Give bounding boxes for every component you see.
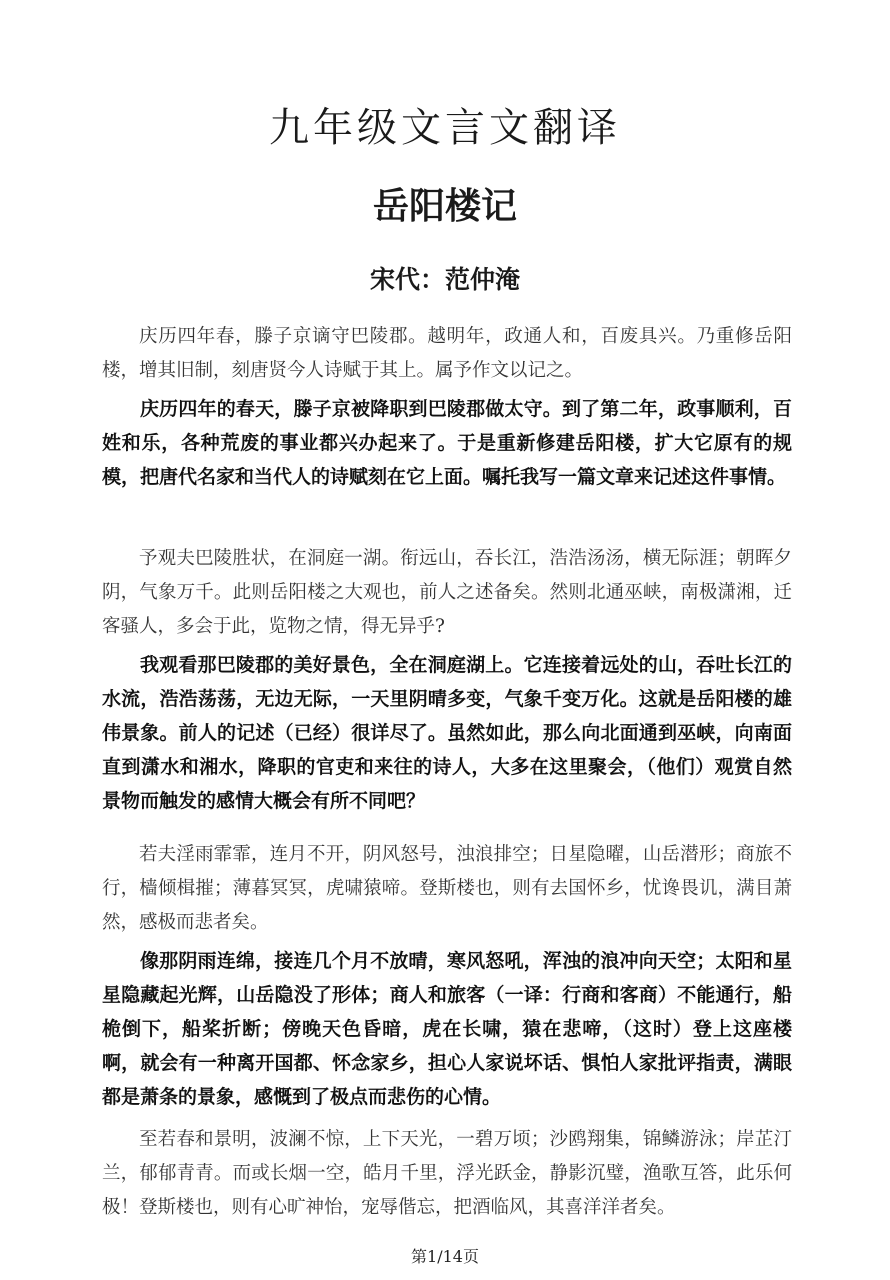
essay-title: 岳阳楼记 bbox=[372, 186, 517, 227]
translation-text: 庆历四年的春天，滕子京被降职到巴陵郡做太守。到了第二年，政事顺利，百姓和乐，各种荒废的事业都兴办起来了。于是重新修建岳阳楼，扩大它原有的规模，把唐代名家和当代人的诗赋刻在它上面。嘱托我写一篇文章来记述这件事情。 bbox=[102, 398, 792, 488]
section-4 bbox=[102, 1123, 792, 1225]
author-line: 宋代：范仲淹 bbox=[369, 265, 520, 294]
section-1 bbox=[102, 320, 792, 494]
original-text: 至若春和景明，波澜不惊，上下天光，一碧万顷；沙鸥翔集，锦鳞游泳；岸芷汀兰，郁郁青青。而或长烟一空，皓月千里，浮光跃金，静影沉璧，渔歌互答，此乐何极！登斯楼也，则有心旷神怡，宠辱偕忘，把酒临风，其喜洋洋者矣。 bbox=[102, 1129, 792, 1218]
translation-text: 像那阴雨连绵，接连几个月不放晴，寒风怒吼，浑浊的浪冲向天空；太阳和星星隐藏起光辉，山岳隐没了形体；商人和旅客（一译：行商和客商）不能通行，船桅倒下，船桨折断；傍晚天色昏暗，虎在长啸，猿在悲啼，（这时）登上这座楼啊，就会有一种离开国都、怀念家乡，担心人家说坏话、惧怕人家批评指责，满眼都是萧条的景象，感慨到了极点而悲伤的心情。 bbox=[102, 950, 792, 1108]
original-text: 若夫淫雨霏霏，连月不开，阴风怒号，浊浪排空；日星隐曜，山岳潜形；商旅不行，樯倾楫摧；薄暮冥冥，虎啸猿啼。登斯楼也，则有去国怀乡，忧谗畏讥，满目萧然，感极而悲者矣。 bbox=[102, 844, 792, 933]
section-2 bbox=[102, 542, 792, 818]
original-text: 予观夫巴陵胜状，在洞庭一湖。衔远山，吞长江，浩浩汤汤，横无际涯；朝晖夕阴，气象万千。此则岳阳楼之大观也，前人之述备矣。然则北通巫峡，南极潇湘，迁客骚人，多会于此，览物之情，得无异乎? bbox=[102, 548, 792, 637]
page-number: 第1/14页 bbox=[411, 1247, 479, 1266]
translation-text: 我观看那巴陵郡的美好景色，全在洞庭湖上。它连接着远处的山，吞吐长江的水流，浩浩荡荡，无边无际，一天里阴晴多变，气象千变万化。这就是岳阳楼的雄伟景象。前人的记述（已经）很详尽了。虽然如此，那么向北面通到巫峡，向南面直到潇水和湘水，降职的官吏和来往的诗人，大多在这里聚会，（他们）观赏自然景物而触发的感情大概会有所不同吧？ bbox=[102, 654, 792, 812]
original-text: 庆历四年春，滕子京谪守巴陵郡。越明年，政通人和，百废具兴。乃重修岳阳楼，增其旧制，刻唐贤今人诗赋于其上。属予作文以记之。 bbox=[102, 326, 792, 381]
section-3 bbox=[102, 838, 792, 1114]
document-title: 九年级文言文翻译 bbox=[269, 105, 621, 151]
